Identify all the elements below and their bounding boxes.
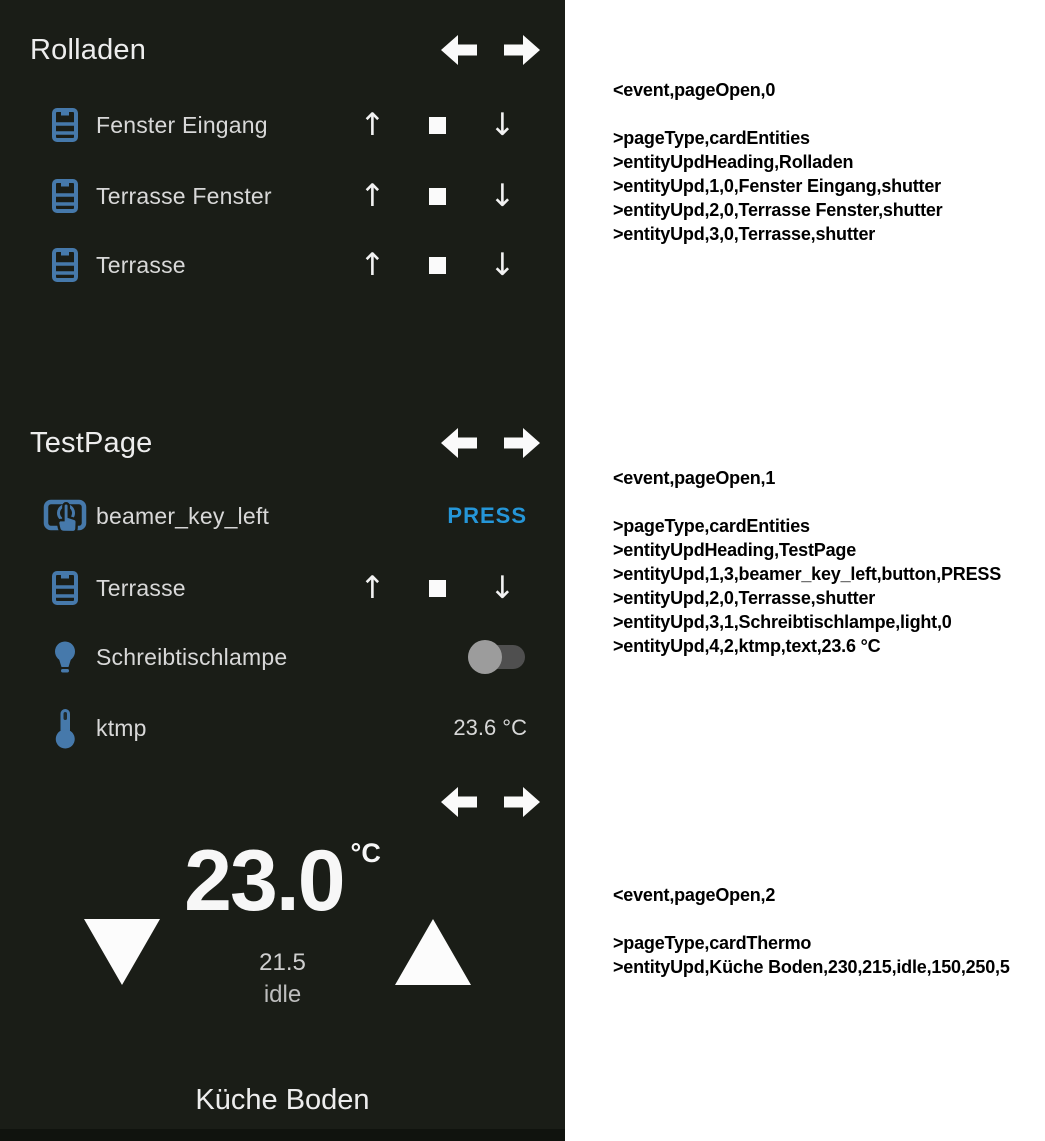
shutter-down-button[interactable]: ↓	[489, 570, 516, 606]
shutter-controls	[340, 97, 535, 153]
page-nav	[440, 786, 541, 818]
log-line: >entityUpd,3,0,Terrasse,shutter	[613, 224, 876, 244]
card-header-testpage	[30, 425, 541, 461]
log-line: <event,pageOpen,2	[613, 885, 776, 905]
shutter-controls	[340, 168, 535, 224]
log-line	[613, 490, 1001, 514]
shutter-up-button[interactable]: ↑	[359, 570, 386, 606]
entity-row	[0, 237, 565, 293]
log-line: >entityUpd,1,3,beamer_key_left,button,PRESS	[613, 564, 1002, 584]
log-line: >entityUpd,Küche Boden,230,215,idle,150,250,5	[613, 957, 1010, 977]
shutter-controls	[340, 560, 535, 616]
shutter-down-button[interactable]: ↓	[489, 247, 516, 283]
shutter-stop-button[interactable]	[405, 97, 470, 153]
sensor-value: 23.6 °C	[453, 715, 527, 740]
log-line: <event,pageOpen,1	[613, 468, 776, 488]
entity-label: beamer_key_left	[96, 502, 270, 529]
log-line: >pageType,cardThermo	[613, 933, 812, 953]
card-title: TestPage	[30, 426, 153, 459]
card-header-thermo	[30, 784, 541, 820]
entity-label: Terrasse Fenster	[96, 182, 272, 209]
log-line: >entityUpdHeading,TestPage	[613, 540, 857, 560]
shutter-icon	[42, 570, 88, 606]
log-line: >entityUpd,2,0,Terrasse,shutter	[613, 588, 876, 608]
log-block	[613, 466, 1001, 658]
shutter-stop-button[interactable]	[405, 560, 470, 616]
entity-label: Terrasse	[96, 251, 186, 278]
current-temperature	[0, 833, 565, 929]
log-line: >entityUpd,2,0,Terrasse Fenster,shutter	[613, 200, 943, 220]
shutter-stop-button[interactable]	[405, 237, 470, 293]
shutter-controls	[340, 237, 535, 293]
current-temperature-value: 23.0	[184, 833, 344, 929]
entity-row	[0, 97, 565, 153]
nav-prev-arrow-icon[interactable]	[440, 427, 477, 459]
log-line: >entityUpd,3,1,Schreibtischlampe,light,0	[613, 612, 952, 632]
toggle-knob[interactable]	[468, 640, 502, 674]
thermostat-name: Küche Boden	[195, 1084, 370, 1116]
entity-label: Fenster Eingang	[96, 111, 268, 138]
log-line: >entityUpdHeading,Rolladen	[613, 152, 854, 172]
shutter-icon	[42, 107, 88, 143]
log-block	[613, 883, 1010, 979]
log-line	[613, 907, 1010, 931]
shutter-up-button[interactable]: ↑	[359, 178, 386, 214]
card-header-rolladen	[30, 32, 541, 68]
target-temperature: 21.5	[259, 949, 306, 976]
log-line: >entityUpd,4,2,ktmp,text,23.6 °C	[613, 636, 881, 656]
lightbulb-icon	[42, 640, 88, 674]
entity-label: Terrasse	[96, 574, 186, 601]
entity-row	[0, 168, 565, 224]
bottom-bar	[0, 1129, 565, 1141]
nav-prev-arrow-icon[interactable]	[440, 34, 477, 66]
entity-row	[0, 560, 565, 616]
page-nav	[440, 34, 541, 66]
entity-label: Schreibtischlampe	[96, 643, 288, 670]
entity-label: ktmp	[96, 714, 147, 741]
log-line: >pageType,cardEntities	[613, 128, 810, 148]
shutter-down-button[interactable]: ↓	[489, 178, 516, 214]
shutter-icon	[42, 247, 88, 283]
temperature-unit: °C	[350, 838, 381, 868]
shutter-icon	[42, 178, 88, 214]
nav-next-arrow-icon[interactable]	[504, 34, 541, 66]
shutter-down-button[interactable]: ↓	[489, 107, 516, 143]
log-line	[613, 102, 943, 126]
page-nav	[440, 427, 541, 459]
entity-row	[0, 488, 565, 544]
shutter-stop-button[interactable]	[405, 168, 470, 224]
nav-prev-arrow-icon[interactable]	[440, 786, 477, 818]
log-line: >entityUpd,1,0,Fenster Eingang,shutter	[613, 176, 941, 196]
log-line: <event,pageOpen,0	[613, 80, 776, 100]
shutter-up-button[interactable]: ↑	[359, 247, 386, 283]
gesture-tap-button-icon	[42, 495, 88, 537]
entity-row	[0, 629, 565, 685]
card-title: Rolladen	[30, 33, 147, 66]
shutter-up-button[interactable]: ↑	[359, 107, 386, 143]
log-block	[613, 78, 943, 246]
nav-next-arrow-icon[interactable]	[504, 427, 541, 459]
entity-row	[0, 700, 565, 756]
press-button[interactable]: PRESS	[447, 503, 527, 528]
thermometer-icon	[42, 707, 88, 749]
nav-next-arrow-icon[interactable]	[504, 786, 541, 818]
light-toggle[interactable]	[468, 640, 525, 674]
log-line: >pageType,cardEntities	[613, 516, 810, 536]
hvac-state: idle	[263, 981, 302, 1008]
